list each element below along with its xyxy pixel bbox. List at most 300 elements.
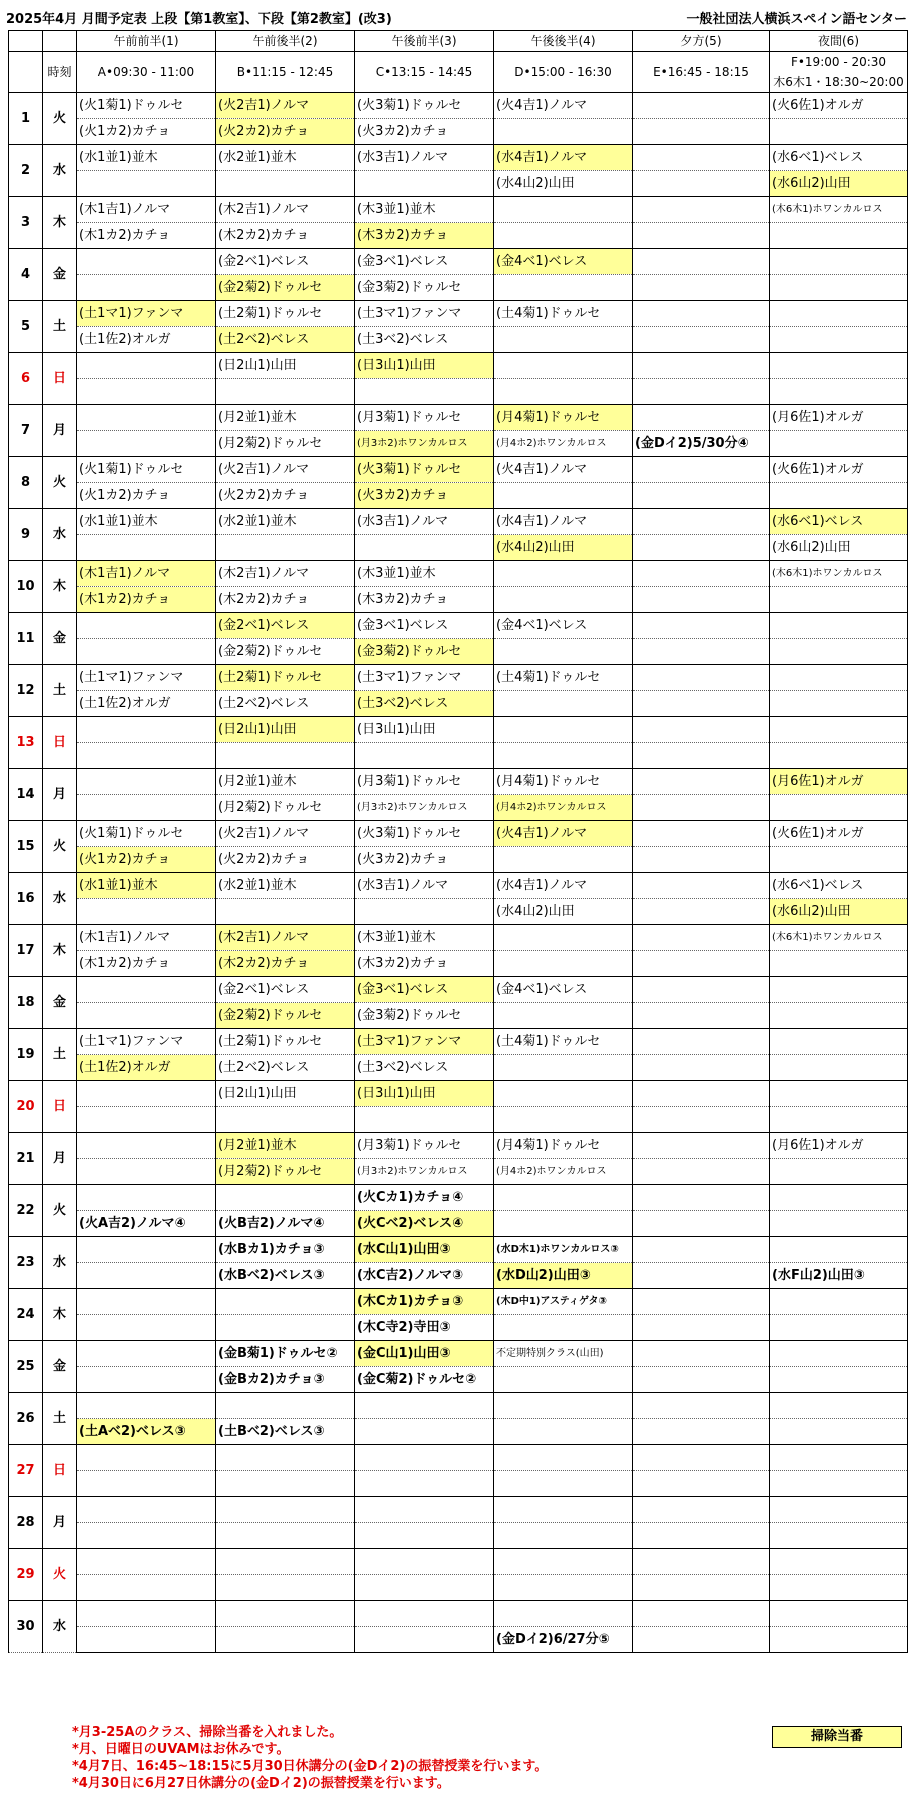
- day-row-lower: [9, 1107, 908, 1133]
- class-cell: 不定期特別クラス(山田): [494, 1341, 633, 1367]
- time-header-row: [9, 52, 908, 93]
- time-header-evening: [770, 52, 908, 93]
- class-cell: (火4吉1)ノルマ: [494, 457, 633, 483]
- class-cell: [355, 899, 494, 925]
- class-cell: [77, 171, 216, 197]
- class-cell: (金2ベ1)ベレス: [216, 613, 355, 639]
- class-cell: [770, 1159, 908, 1185]
- class-cell: (月3菊1)ドゥルセ: [355, 769, 494, 795]
- class-cell: (土1マ1)ファンマ: [77, 665, 216, 691]
- class-cell: (日2山1)山田: [216, 1081, 355, 1107]
- time-header: B•11:15 - 12:45: [216, 52, 355, 93]
- class-cell: [633, 1471, 770, 1497]
- class-cell: (金2ベ1)ベレス: [216, 249, 355, 275]
- class-cell: (土1佐2)オルガ: [77, 327, 216, 353]
- class-cell: [770, 301, 908, 327]
- class-cell: [77, 1237, 216, 1263]
- note-line: *月3-25Aのクラス、掃除当番を入れました。: [72, 1725, 343, 1740]
- class-cell: (木6木1)ホワンカルロス: [770, 925, 908, 951]
- day-row-lower: [9, 1575, 908, 1601]
- class-cell: [770, 1055, 908, 1081]
- class-cell: [494, 119, 633, 145]
- class-cell: [770, 1627, 908, 1653]
- class-cell: (火2カ2)カチョ: [216, 847, 355, 873]
- class-cell: [633, 1601, 770, 1627]
- class-cell: (火2吉1)ノルマ: [216, 821, 355, 847]
- day-row-lower: [9, 1471, 908, 1497]
- class-cell: [633, 509, 770, 535]
- day-number: 3: [9, 197, 43, 249]
- class-cell: (土4菊1)ドゥルセ: [494, 665, 633, 691]
- class-cell: [77, 1627, 216, 1653]
- class-cell: [216, 1627, 355, 1653]
- class-cell: (土1佐2)オルガ: [77, 1055, 216, 1081]
- class-cell: [633, 1263, 770, 1289]
- class-cell: (火3菊1)ドゥルセ: [355, 93, 494, 119]
- day-number: 30: [9, 1601, 43, 1653]
- class-cell: [633, 691, 770, 717]
- class-cell: (土4菊1)ドゥルセ: [494, 301, 633, 327]
- class-cell: [633, 1315, 770, 1341]
- class-cell: [77, 1523, 216, 1549]
- day-row-upper: [9, 821, 908, 847]
- class-cell: (金Dイ2)6/27分⑤: [494, 1627, 633, 1653]
- day-row-lower: [9, 691, 908, 717]
- class-cell: [494, 1367, 633, 1393]
- class-cell: [494, 1211, 633, 1237]
- day-row-upper: [9, 353, 908, 379]
- day-of-week: 日: [43, 1445, 77, 1497]
- class-cell: (水6山2)山田: [770, 171, 908, 197]
- class-cell: (木3カ2)カチョ: [355, 587, 494, 613]
- class-cell: (土3マ1)ファンマ: [355, 1029, 494, 1055]
- day-number: 7: [9, 405, 43, 457]
- period-header: 午前前半(1): [77, 31, 216, 52]
- day-row-upper: [9, 613, 908, 639]
- day-row-upper: [9, 1601, 908, 1627]
- class-cell: (木2カ2)カチョ: [216, 587, 355, 613]
- class-cell: [770, 613, 908, 639]
- class-cell: [770, 483, 908, 509]
- class-cell: (木1吉1)ノルマ: [77, 197, 216, 223]
- day-of-week: 月: [43, 1133, 77, 1185]
- class-cell: [770, 691, 908, 717]
- class-cell: [770, 1185, 908, 1211]
- day-row-lower: [9, 1263, 908, 1289]
- class-cell: (木2カ2)カチョ: [216, 223, 355, 249]
- day-row-upper: [9, 509, 908, 535]
- class-cell: [633, 249, 770, 275]
- day-of-week: 土: [43, 301, 77, 353]
- class-cell: (日2山1)山田: [216, 717, 355, 743]
- class-cell: [770, 431, 908, 457]
- class-cell: [216, 1497, 355, 1523]
- class-cell: (月3ホ2)ホワンカルロス: [355, 795, 494, 821]
- class-cell: (金2菊2)ドゥルセ: [216, 275, 355, 301]
- class-cell: [77, 743, 216, 769]
- class-cell: (火Cベ2)ベレス④: [355, 1211, 494, 1237]
- class-cell: (木2吉1)ノルマ: [216, 561, 355, 587]
- class-cell: [77, 977, 216, 1003]
- day-of-week: 月: [43, 769, 77, 821]
- class-cell: [770, 327, 908, 353]
- day-of-week: 火: [43, 1549, 77, 1601]
- class-cell: [494, 1601, 633, 1627]
- day-of-week: 水: [43, 1237, 77, 1289]
- class-cell: (火Cカ1)カチョ④: [355, 1185, 494, 1211]
- class-cell: (火3菊1)ドゥルセ: [355, 457, 494, 483]
- class-cell: (金B菊1)ドゥルセ②: [216, 1341, 355, 1367]
- class-cell: [494, 379, 633, 405]
- class-cell: (水6ベ1)ベレス: [770, 509, 908, 535]
- time-header: D•15:00 - 16:30: [494, 52, 633, 93]
- class-cell: [494, 1523, 633, 1549]
- day-row-upper: [9, 717, 908, 743]
- class-cell: [770, 275, 908, 301]
- class-cell: [355, 1419, 494, 1445]
- day-row-lower: [9, 171, 908, 197]
- day-of-week: 日: [43, 1081, 77, 1133]
- class-cell: [216, 1549, 355, 1575]
- class-cell: [494, 561, 633, 587]
- class-cell: [633, 405, 770, 431]
- class-cell: [633, 1393, 770, 1419]
- day-row-upper: [9, 1237, 908, 1263]
- organization-name: 一般社団法人横浜スペイン語センター: [686, 12, 907, 27]
- class-cell: [633, 1289, 770, 1315]
- day-number: 2: [9, 145, 43, 197]
- class-cell: (日3山1)山田: [355, 353, 494, 379]
- class-cell: (水Bベ2)ベレス③: [216, 1263, 355, 1289]
- class-cell: [770, 977, 908, 1003]
- class-cell: (水4吉1)ノルマ: [494, 509, 633, 535]
- class-cell: [633, 1185, 770, 1211]
- day-row-upper: [9, 1029, 908, 1055]
- class-cell: [355, 1445, 494, 1471]
- day-number: 17: [9, 925, 43, 977]
- class-cell: [216, 1445, 355, 1471]
- class-cell: [355, 1549, 494, 1575]
- class-cell: (水C山1)山田③: [355, 1237, 494, 1263]
- class-cell: (土3マ1)ファンマ: [355, 665, 494, 691]
- day-number: 29: [9, 1549, 43, 1601]
- period-header: 夕方(5): [633, 31, 770, 52]
- class-cell: (月3菊1)ドゥルセ: [355, 1133, 494, 1159]
- class-cell: (水Bカ1)カチョ③: [216, 1237, 355, 1263]
- class-cell: (金4ベ1)ベレス: [494, 249, 633, 275]
- class-cell: (木6木1)ホワンカルロス: [770, 197, 908, 223]
- day-row-upper: [9, 1393, 908, 1419]
- day-of-week: 日: [43, 717, 77, 769]
- day-of-week: 土: [43, 1029, 77, 1081]
- class-cell: (水6ベ1)ベレス: [770, 145, 908, 171]
- class-cell: [633, 197, 770, 223]
- class-cell: [77, 639, 216, 665]
- day-of-week: 月: [43, 405, 77, 457]
- class-cell: [770, 1237, 908, 1263]
- class-cell: (水6山2)山田: [770, 535, 908, 561]
- class-cell: (木2吉1)ノルマ: [216, 197, 355, 223]
- note-line: *月、日曜日のUVAMはお休みです。: [72, 1742, 290, 1757]
- class-cell: [355, 1627, 494, 1653]
- day-row-lower: [9, 379, 908, 405]
- class-cell: (火6佐1)オルガ: [770, 821, 908, 847]
- day-number: 6: [9, 353, 43, 405]
- class-cell: [633, 301, 770, 327]
- day-row-upper: [9, 1549, 908, 1575]
- class-cell: [77, 249, 216, 275]
- day-of-week: 水: [43, 509, 77, 561]
- class-cell: [494, 1445, 633, 1471]
- day-row-upper: [9, 1133, 908, 1159]
- class-cell: [633, 1575, 770, 1601]
- day-of-week: 火: [43, 457, 77, 509]
- class-cell: [494, 1055, 633, 1081]
- class-cell: [633, 1237, 770, 1263]
- class-cell: [633, 1159, 770, 1185]
- class-cell: (水D木1)ホワンカルロス③: [494, 1237, 633, 1263]
- day-row-lower: [9, 639, 908, 665]
- class-cell: (日3山1)山田: [355, 1081, 494, 1107]
- day-of-week: 水: [43, 873, 77, 925]
- class-cell: [633, 561, 770, 587]
- class-cell: [633, 1445, 770, 1471]
- class-cell: [770, 717, 908, 743]
- class-cell: (土3ベ2)ベレス: [355, 1055, 494, 1081]
- class-cell: (月6佐1)オルガ: [770, 769, 908, 795]
- class-cell: [77, 1341, 216, 1367]
- class-cell: (土2ベ2)ベレス: [216, 691, 355, 717]
- class-cell: (火1カ2)カチョ: [77, 483, 216, 509]
- day-row-upper: [9, 769, 908, 795]
- class-cell: [770, 1393, 908, 1419]
- day-of-week: 土: [43, 1393, 77, 1445]
- class-cell: [770, 1081, 908, 1107]
- class-cell: [494, 1419, 633, 1445]
- class-cell: (火2吉1)ノルマ: [216, 93, 355, 119]
- day-row-lower: [9, 1627, 908, 1653]
- class-cell: (木2カ2)カチョ: [216, 951, 355, 977]
- day-number: 18: [9, 977, 43, 1029]
- page-title: 2025年4月 月間予定表 上段【第1教室】、下段【第2教室】(改3): [6, 12, 392, 27]
- class-cell: [494, 1497, 633, 1523]
- class-cell: (木D中1)アスティゲタ③: [494, 1289, 633, 1315]
- class-cell: (火1カ2)カチョ: [77, 119, 216, 145]
- class-cell: [633, 899, 770, 925]
- class-cell: (水3吉1)ノルマ: [355, 145, 494, 171]
- day-row-lower: [9, 1419, 908, 1445]
- class-cell: (金Dイ2)5/30分④: [633, 431, 770, 457]
- class-cell: (月6佐1)オルガ: [770, 405, 908, 431]
- class-cell: [633, 1081, 770, 1107]
- day-number: 19: [9, 1029, 43, 1081]
- day-row-lower: [9, 795, 908, 821]
- class-cell: [355, 743, 494, 769]
- class-cell: [494, 197, 633, 223]
- class-cell: (月4菊1)ドゥルセ: [494, 769, 633, 795]
- class-cell: [770, 119, 908, 145]
- class-cell: (木1カ2)カチョ: [77, 223, 216, 249]
- class-cell: [355, 1107, 494, 1133]
- day-row-upper: [9, 93, 908, 119]
- class-cell: [633, 535, 770, 561]
- class-cell: (水1並1)並木: [77, 145, 216, 171]
- class-cell: [633, 93, 770, 119]
- class-cell: [216, 899, 355, 925]
- class-cell: (月2菊2)ドゥルセ: [216, 431, 355, 457]
- class-cell: [633, 1497, 770, 1523]
- day-row-upper: [9, 665, 908, 691]
- day-of-week: 火: [43, 821, 77, 873]
- class-cell: (月2並1)並木: [216, 1133, 355, 1159]
- jikoku-label: 時刻: [43, 52, 77, 93]
- class-cell: [770, 1003, 908, 1029]
- time-header: E•16:45 - 18:15: [633, 52, 770, 93]
- day-row-upper: [9, 1445, 908, 1471]
- class-cell: [633, 379, 770, 405]
- class-cell: [770, 379, 908, 405]
- class-cell: (金3菊2)ドゥルセ: [355, 1003, 494, 1029]
- class-cell: (火3菊1)ドゥルセ: [355, 821, 494, 847]
- class-cell: (月2並1)並木: [216, 769, 355, 795]
- day-row-lower: [9, 1315, 908, 1341]
- class-cell: [77, 717, 216, 743]
- day-of-week: 水: [43, 1601, 77, 1653]
- class-cell: (金4ベ1)ベレス: [494, 613, 633, 639]
- class-cell: (火2カ2)カチョ: [216, 119, 355, 145]
- class-cell: [494, 1393, 633, 1419]
- class-cell: [633, 613, 770, 639]
- class-cell: [770, 1211, 908, 1237]
- class-cell: (土1マ1)ファンマ: [77, 1029, 216, 1055]
- note-line: *4月30日に6月27日休講分の(金Dイ2)の振替授業を行います。: [72, 1776, 450, 1791]
- class-cell: (水4吉1)ノルマ: [494, 873, 633, 899]
- class-cell: [77, 1575, 216, 1601]
- class-cell: [633, 769, 770, 795]
- day-number: 24: [9, 1289, 43, 1341]
- class-cell: (土1マ1)ファンマ: [77, 301, 216, 327]
- day-of-week: 水: [43, 145, 77, 197]
- day-row-upper: [9, 301, 908, 327]
- class-cell: (火4吉1)ノルマ: [494, 821, 633, 847]
- day-row-lower: [9, 951, 908, 977]
- class-cell: [77, 1159, 216, 1185]
- day-row-upper: [9, 249, 908, 275]
- class-cell: (土2菊1)ドゥルセ: [216, 1029, 355, 1055]
- class-cell: (火3カ2)カチョ: [355, 847, 494, 873]
- day-row-lower: [9, 899, 908, 925]
- class-cell: (木3カ2)カチョ: [355, 951, 494, 977]
- class-cell: [494, 275, 633, 301]
- day-row-upper: [9, 925, 908, 951]
- class-cell: (木3並1)並木: [355, 925, 494, 951]
- class-cell: [355, 1471, 494, 1497]
- day-row-lower: [9, 1055, 908, 1081]
- class-cell: (火1菊1)ドゥルセ: [77, 93, 216, 119]
- class-cell: [633, 119, 770, 145]
- class-cell: [633, 457, 770, 483]
- class-cell: [77, 1003, 216, 1029]
- class-cell: [494, 847, 633, 873]
- class-cell: [770, 1419, 908, 1445]
- class-cell: (水1並1)並木: [77, 873, 216, 899]
- class-cell: [77, 1367, 216, 1393]
- class-cell: (木1吉1)ノルマ: [77, 561, 216, 587]
- day-number: 28: [9, 1497, 43, 1549]
- class-cell: [494, 483, 633, 509]
- class-cell: (水4山2)山田: [494, 535, 633, 561]
- day-number: 9: [9, 509, 43, 561]
- class-cell: (日2山1)山田: [216, 353, 355, 379]
- class-cell: [770, 665, 908, 691]
- class-cell: (土Bベ2)ベレス③: [216, 1419, 355, 1445]
- class-cell: (月3ホ2)ホワンカルロス: [355, 1159, 494, 1185]
- class-cell: (火B吉2)ノルマ④: [216, 1211, 355, 1237]
- day-number: 8: [9, 457, 43, 509]
- class-cell: [633, 821, 770, 847]
- class-cell: [633, 1549, 770, 1575]
- day-row-upper: [9, 405, 908, 431]
- class-cell: [633, 275, 770, 301]
- day-row-upper: [9, 197, 908, 223]
- class-cell: [770, 1601, 908, 1627]
- day-of-week: 木: [43, 561, 77, 613]
- class-cell: (金3菊2)ドゥルセ: [355, 639, 494, 665]
- class-cell: (火2カ2)カチョ: [216, 483, 355, 509]
- class-cell: (月4ホ2)ホワンカルロス: [494, 795, 633, 821]
- day-row-lower: [9, 327, 908, 353]
- day-of-week: 木: [43, 197, 77, 249]
- class-cell: [494, 717, 633, 743]
- class-cell: (金3ベ1)ベレス: [355, 977, 494, 1003]
- class-cell: (金Bカ2)カチョ③: [216, 1367, 355, 1393]
- class-cell: (金4ベ1)ベレス: [494, 977, 633, 1003]
- day-row-lower: [9, 1211, 908, 1237]
- class-cell: [77, 379, 216, 405]
- notes: [72, 1724, 547, 1792]
- day-row-upper: [9, 145, 908, 171]
- class-cell: [633, 1627, 770, 1653]
- class-cell: [633, 145, 770, 171]
- class-cell: (土3ベ2)ベレス: [355, 691, 494, 717]
- class-cell: [355, 535, 494, 561]
- class-cell: [77, 795, 216, 821]
- class-cell: [216, 1471, 355, 1497]
- class-cell: (水2並1)並木: [216, 145, 355, 171]
- class-cell: [633, 873, 770, 899]
- class-cell: [216, 1393, 355, 1419]
- class-cell: [77, 1185, 216, 1211]
- period-header: 午前後半(2): [216, 31, 355, 52]
- class-cell: (木2吉1)ノルマ: [216, 925, 355, 951]
- class-cell: (土2菊1)ドゥルセ: [216, 301, 355, 327]
- day-row-lower: [9, 223, 908, 249]
- class-cell: [216, 1289, 355, 1315]
- class-cell: (水C吉2)ノルマ③: [355, 1263, 494, 1289]
- class-cell: [355, 1575, 494, 1601]
- class-cell: [633, 717, 770, 743]
- class-cell: [355, 1393, 494, 1419]
- day-row-lower: [9, 431, 908, 457]
- class-cell: (月4ホ2)ホワンカルロス: [494, 1159, 633, 1185]
- class-cell: [633, 795, 770, 821]
- class-cell: [633, 1341, 770, 1367]
- class-cell: [355, 1523, 494, 1549]
- class-cell: [770, 795, 908, 821]
- day-of-week: 金: [43, 1341, 77, 1393]
- period-header: 午後後半(4): [494, 31, 633, 52]
- day-of-week: 木: [43, 925, 77, 977]
